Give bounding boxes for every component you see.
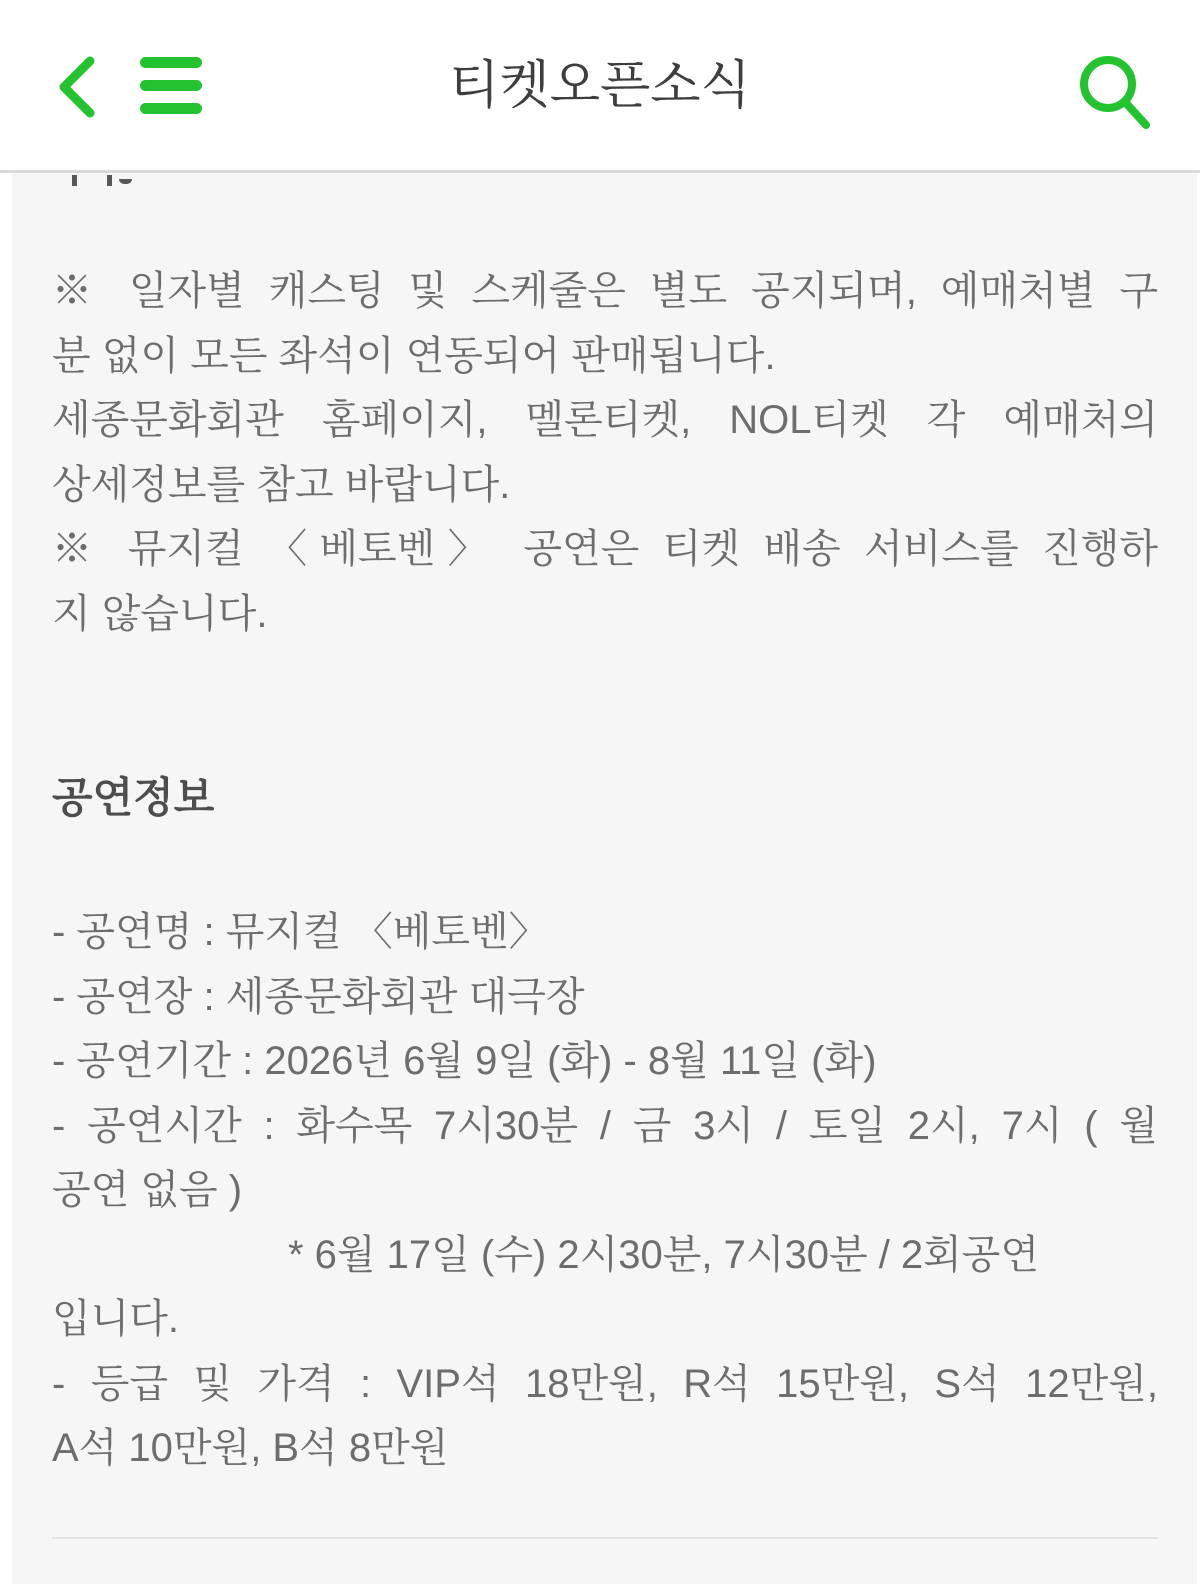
text-line: 입니다.	[52, 1297, 180, 1341]
text-line: 상세정보를 참고 바랍니다.	[52, 462, 511, 507]
text-line: - 공연시간 : 화수목 7시30분 / 금 3시 / 토일 2시, 7시 ( 월	[52, 1103, 1158, 1148]
search-icon	[1072, 50, 1156, 136]
search-button[interactable]	[1072, 50, 1156, 136]
page-title: 티켓오픈소식	[449, 57, 751, 115]
text-line: 분 없이 모든 좌석이 연동되어 판매됩니다.	[52, 333, 776, 378]
text-line: - 등급 및 가격 : VIP석 18만원, R석 15만원, S석 12만원,	[52, 1361, 1158, 1406]
text-line: 지 않습니다.	[52, 591, 268, 636]
app-header	[0, 0, 1200, 173]
notice-paragraph	[52, 259, 1158, 646]
performance-info	[52, 900, 1158, 1481]
clipped-text-fragment	[107, 175, 112, 186]
section-title: 공연정보	[52, 774, 215, 821]
text-line: 공연 없음 )	[52, 1168, 243, 1212]
text-line: - 공연명 : 뮤지컬 〈베토벤〉	[52, 910, 549, 954]
text-line: 세종문화회관 홈페이지, 멜론티켓, NOL티켓 각 예매처의	[52, 398, 1158, 442]
clipped-text-fragment	[72, 175, 77, 186]
text-line: ※ 일자별 캐스팅 및 스케줄은 별도 공지되며, 예매처별 구	[52, 269, 1158, 313]
text-line: ※ 뮤지컬 〈베토벤〉 공연은 티켓 배송 서비스를 진행하	[52, 527, 1158, 571]
text-line: * 6월 17일 (수) 2시30분, 7시30분 / 2회공연	[288, 1232, 1040, 1277]
clipped-text-fragment	[119, 179, 132, 184]
article-content	[12, 173, 1197, 1584]
text-line: - 공연기간 : 2026년 6월 9일 (화) - 8월 11일 (화)	[52, 1039, 877, 1083]
divider	[52, 1537, 1158, 1539]
text-line: - 공연장 : 세종문화회관 대극장	[52, 974, 585, 1019]
text-line: A석 10만원, B석 8만원	[52, 1426, 449, 1470]
